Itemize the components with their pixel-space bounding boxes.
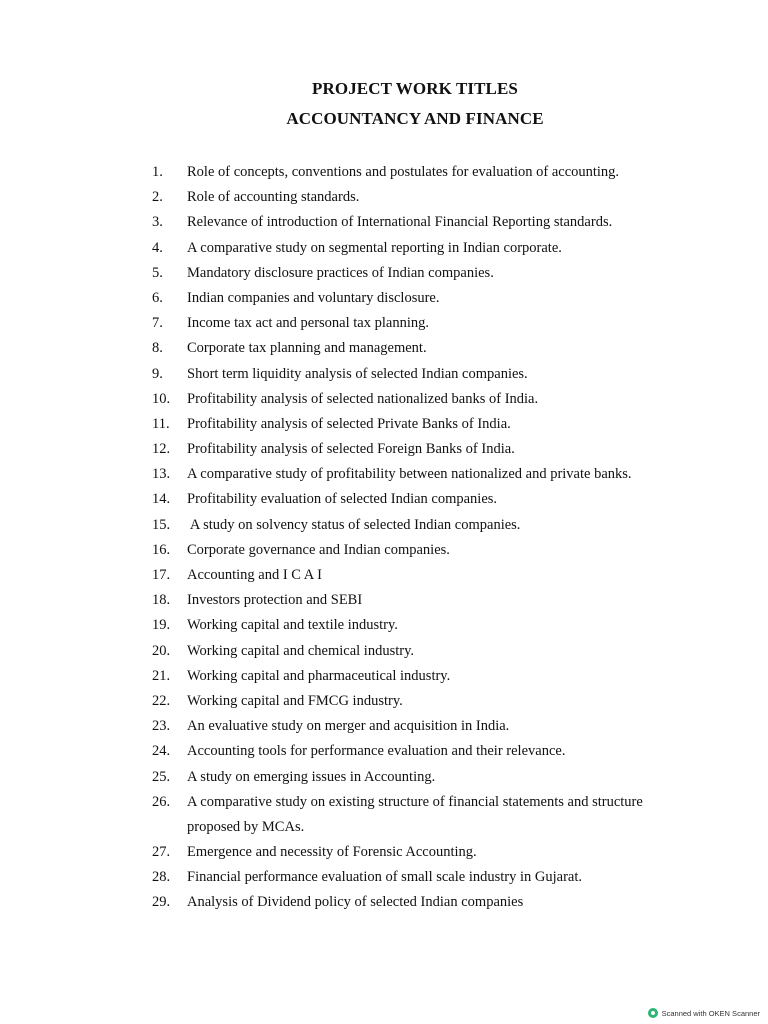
item-number: 9. <box>152 365 163 382</box>
item-text: Profitability analysis of selected Private Banks of India. <box>187 415 511 432</box>
item-text: Income tax act and personal tax planning. <box>187 315 429 332</box>
item-number: 14. <box>152 491 171 508</box>
item-number: 28. <box>152 869 171 886</box>
list-item <box>0 840 768 865</box>
list-item <box>0 185 768 210</box>
item-number: 21. <box>152 667 171 684</box>
list-item <box>0 236 768 261</box>
item-number: 24. <box>152 743 171 760</box>
item-text: Relevance of introduction of International Financial Reporting standards. <box>187 214 613 231</box>
item-number: 23. <box>152 718 171 735</box>
item-number: 19. <box>152 617 171 634</box>
item-number: 3. <box>152 214 163 231</box>
list-item <box>0 714 768 739</box>
item-text: Working capital and FMCG industry. <box>187 692 403 709</box>
list-item <box>0 765 768 790</box>
watermark-text: Scanned with OKEN Scanner <box>661 1008 760 1018</box>
item-text: Accounting and I C A I <box>187 567 322 583</box>
item-text: Analysis of Dividend policy of selected Indian companies <box>187 894 524 911</box>
list-item <box>0 462 768 487</box>
item-text: A study on solvency status of selected Indian companies. <box>187 516 521 533</box>
item-text: Mandatory disclosure practices of Indian companies. <box>187 264 494 281</box>
item-text: An evaluative study on merger and acquisition in India. <box>187 718 510 735</box>
item-text: A comparative study of profitability between nationalized and private banks. <box>187 466 632 483</box>
item-number: 29. <box>152 894 171 911</box>
list-item <box>0 261 768 286</box>
item-number: 18. <box>152 592 171 609</box>
item-text: A study on emerging issues in Accounting. <box>187 768 436 785</box>
item-number: 20. <box>152 642 171 659</box>
list-item <box>0 538 768 563</box>
item-number: 8. <box>152 340 163 357</box>
list-item <box>0 160 768 185</box>
item-text: Role of accounting standards. <box>187 189 360 206</box>
item-number: 4. <box>152 239 163 256</box>
list-item <box>0 210 768 235</box>
list-item <box>0 336 768 361</box>
item-number: 5. <box>152 264 163 281</box>
item-text: Profitability analysis of selected Foreign Banks of India. <box>187 441 515 458</box>
list-item <box>0 487 768 512</box>
item-text: Indian companies and voluntary disclosure. <box>187 289 440 306</box>
item-number: 11. <box>152 415 170 432</box>
page-subtitle: ACCOUNTANCY AND FINANCE <box>286 109 544 128</box>
project-titles-list <box>0 160 768 916</box>
item-number: 7. <box>152 315 163 332</box>
item-number: 13. <box>152 466 171 483</box>
item-text: A comparative study on segmental reporting in Indian corporate. <box>187 239 562 256</box>
list-item <box>0 412 768 437</box>
item-text: Emergence and necessity of Forensic Accounting. <box>187 844 477 861</box>
item-text: Corporate tax planning and management. <box>187 340 427 357</box>
page-title: PROJECT WORK TITLES <box>312 79 518 98</box>
item-text: Short term liquidity analysis of selected Indian companies. <box>187 365 528 382</box>
item-number: 15. <box>152 516 171 533</box>
item-number: 26. <box>152 793 171 810</box>
list-item <box>0 689 768 714</box>
list-item <box>0 639 768 664</box>
item-text: Investors protection and SEBI <box>187 592 363 609</box>
list-item <box>0 739 768 764</box>
list-item <box>0 437 768 462</box>
list-item <box>0 890 768 915</box>
item-text: Working capital and pharmaceutical industry. <box>187 667 451 684</box>
item-number: 10. <box>152 390 171 407</box>
item-number: 16. <box>152 541 171 558</box>
scanner-logo-icon <box>648 1008 658 1018</box>
list-item <box>0 664 768 689</box>
list-item <box>0 865 768 890</box>
list-item <box>0 790 768 840</box>
item-number: 27. <box>152 844 171 861</box>
list-item <box>0 588 768 613</box>
item-text-continuation: proposed by MCAs. <box>187 818 305 835</box>
list-item <box>0 513 768 538</box>
item-number: 12. <box>152 441 171 458</box>
item-text: Profitability analysis of selected nationalized banks of India. <box>187 390 539 407</box>
item-text: Working capital and chemical industry. <box>187 642 415 659</box>
item-text: Financial performance evaluation of small scale industry in Gujarat. <box>187 869 582 886</box>
item-text: Corporate governance and Indian companies. <box>187 541 450 558</box>
item-text: A comparative study on existing structure of financial statements and structure <box>187 793 643 810</box>
item-text: Profitability evaluation of selected Indian companies. <box>187 491 498 508</box>
item-number: 2. <box>152 189 163 206</box>
list-item <box>0 563 768 588</box>
item-text: Accounting tools for performance evaluation and their relevance. <box>187 743 566 760</box>
item-number: 1. <box>152 164 163 180</box>
item-number: 22. <box>152 692 171 709</box>
scanner-watermark <box>648 1008 760 1018</box>
list-item <box>0 362 768 387</box>
list-item <box>0 311 768 336</box>
list-item <box>0 387 768 412</box>
list-item <box>0 613 768 638</box>
item-number: 6. <box>152 289 163 306</box>
item-text: Working capital and textile industry. <box>187 617 398 634</box>
item-text: Role of concepts, conventions and postulates for evaluation of accounting. <box>187 164 620 180</box>
item-number: 25. <box>152 768 171 785</box>
item-number: 17. <box>152 567 171 583</box>
list-item <box>0 286 768 311</box>
